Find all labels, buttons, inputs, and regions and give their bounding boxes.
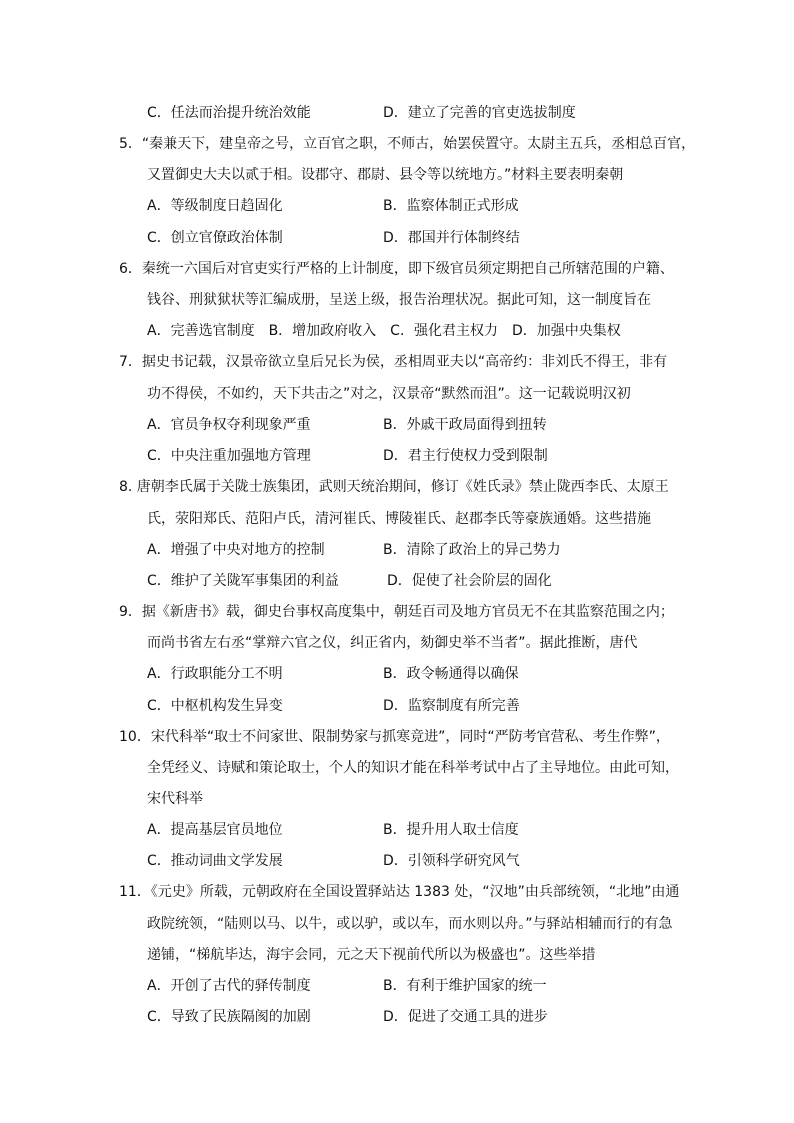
question-5-option-c: C．创立官僚政治体制 bbox=[147, 230, 283, 246]
question-7-line-1: 7．据史书记载，汉景帝欲立皇后兄长为侯，丞相周亚夫以“高帝约：非刘氏不得王，非有 bbox=[119, 354, 668, 370]
question-5-option-a: A．等级制度日趋固化 bbox=[147, 198, 283, 214]
question-7-option-a: A．官员争权夺利现象严重 bbox=[147, 417, 311, 433]
question-10-option-d: D．引领科学研究风气 bbox=[383, 853, 520, 869]
question-9-option-d: D．监察制度有所完善 bbox=[383, 698, 520, 714]
question-7-option-b: B．外戚干政局面得到扭转 bbox=[383, 417, 547, 433]
question-8-line-2: 氏，荥阳郑氏、范阳卢氏，清河崔氏、博陵崔氏、赵郡李氏等豪族通婚。这些措施 bbox=[147, 511, 651, 527]
question-8-option-c: C．维护了关陇军事集团的利益 bbox=[147, 573, 339, 589]
question-6-line-2: 钱谷、刑狱狱状等汇编成册，呈送上级，报告治理状况。据此可知，这一制度旨在 bbox=[147, 292, 651, 308]
question-8-option-a: A．增强了中央对地方的控制 bbox=[147, 542, 325, 558]
question-11-option-d: D．促进了交通工具的进步 bbox=[383, 1009, 548, 1025]
option-d: D．建立了完善的官吏选拔制度 bbox=[383, 105, 576, 121]
question-10-line-3: 宋代科举 bbox=[147, 791, 203, 807]
question-10-option-c: C．推动词曲文学发展 bbox=[147, 853, 283, 869]
option-c: C．任法而治提升统治效能 bbox=[147, 105, 311, 121]
question-5-line-1: 5．“秦兼天下，建皇帝之号，立百官之职，不师古，始罢侯置守。太尉主五兵，丞相总百官， bbox=[119, 136, 696, 152]
question-9-option-c: C．中枢机构发生异变 bbox=[147, 698, 283, 714]
question-5-option-b: B．监察体制正式形成 bbox=[383, 198, 519, 214]
question-6-options: A．完善选官制度 B．增加政府收入 C．强化君主权力 D．加强中央集权 bbox=[147, 323, 621, 339]
question-7-option-c: C．中央注重加强地方管理 bbox=[147, 448, 311, 464]
question-10-option-a: A．提高基层官员地位 bbox=[147, 822, 283, 838]
question-8-option-b: B．清除了政治上的异己势力 bbox=[383, 542, 561, 558]
question-9-option-a: A．行政职能分工不明 bbox=[147, 666, 283, 682]
question-9-option-b: B．政令畅通得以确保 bbox=[383, 666, 519, 682]
question-5-line-2: 又置御史大夫以贰于相。设郡守、郡尉、县令等以统地方。”材料主要表明秦朝 bbox=[147, 167, 624, 183]
question-10-line-2: 全凭经义、诗赋和策论取士，个人的知识才能在科举考试中占了主导地位。由此可知， bbox=[147, 760, 679, 776]
question-6-line-1: 6．秦统一六国后对官吏实行严格的上计制度，即下级官员须定期把自己所辖范围的户籍、 bbox=[119, 261, 674, 277]
question-10-line-1: 10．宋代科举“取士不问家世、限制势家与抓寒竞进”，同时“严防考官营私、考生作弊”， bbox=[119, 729, 670, 745]
question-10-option-b: B．提升用人取士信度 bbox=[383, 822, 519, 838]
question-9-line-1: 9．据《新唐书》载，御史台事权高度集中，朝廷百司及地方官员无不在其监察范围之内； bbox=[119, 604, 674, 620]
question-11-option-c: C．导致了民族隔阂的加剧 bbox=[147, 1009, 311, 1025]
question-8-option-d: D．促使了社会阶层的固化 bbox=[387, 573, 552, 589]
question-11-line-1: 11．《元史》所载，元朝政府在全国设置驿站达 1383 处，“汉地”由兵部统领，“北地”由通 bbox=[119, 884, 680, 900]
question-8-line-1: 8. 唐朝李氏属于关陇士族集团，武则天统治期间，修订《姓氏录》禁止陇西李氏、太原王 bbox=[119, 479, 669, 495]
question-7-line-2: 功不得侯，不如约，天下共击之”对之，汉景帝“默然而沮”。这一记载说明汉初 bbox=[147, 386, 631, 402]
question-11-option-b: B．有利于维护国家的统一 bbox=[383, 978, 547, 994]
question-11-option-a: A．开创了古代的驿传制度 bbox=[147, 978, 311, 994]
question-7-option-d: D．君主行使权力受到限制 bbox=[383, 448, 548, 464]
question-11-line-3: 递铺，“梯航毕达，海宇会同，元之天下视前代所以为极盛也”。这些举措 bbox=[147, 947, 596, 963]
question-9-line-2: 而尚书省左右丞“掌辩六官之仪，纠正省内，劾御史举不当者”。据此推断，唐代 bbox=[147, 635, 638, 651]
question-11-line-2: 政院统领，“陆则以马、以牛，或以驴，或以车，而水则以舟。”与驿站相辅而行的有急 bbox=[147, 916, 673, 932]
question-5-option-d: D．郡国并行体制终结 bbox=[383, 230, 520, 246]
